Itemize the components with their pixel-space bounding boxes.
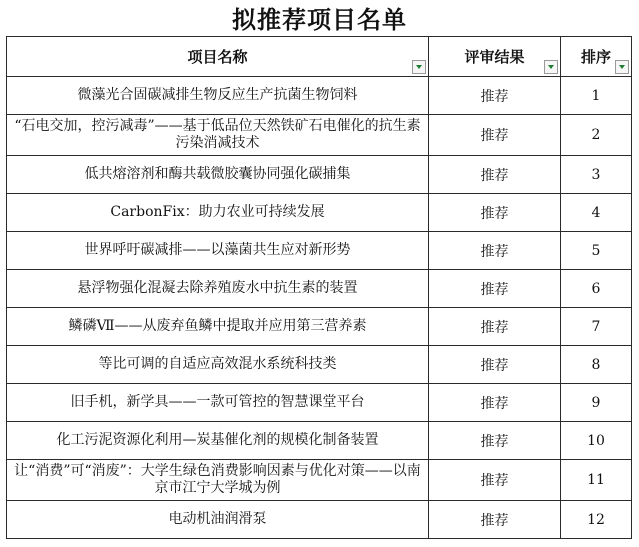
table-row (7, 77, 632, 115)
result-cell: 推荐 (429, 460, 561, 501)
column-header-rank-label: 排序 (580, 48, 611, 66)
table-row (7, 270, 632, 308)
project-name-cell: 等比可调的自适应高效混水系统科技类 (7, 346, 429, 384)
rank-cell: 4 (561, 194, 632, 232)
table-row (7, 346, 632, 384)
column-header-rank (561, 37, 632, 77)
project-name-cell: 悬浮物强化混凝去除养殖废水中抗生素的装置 (7, 270, 429, 308)
project-name-cell: 让“消费”可“消废”：大学生绿色消费影响因素与优化对策——以南京市江宁大学城为例 (7, 460, 429, 501)
result-cell: 推荐 (429, 384, 561, 422)
page-title: 拟推荐项目名单 (232, 5, 407, 34)
project-name-cell: 化工污泥资源化利用—炭基催化剂的规模化制备装置 (7, 422, 429, 460)
rank-cell: 3 (561, 156, 632, 194)
table-row (7, 156, 632, 194)
project-name-cell: 鳞磷Ⅶ——从废弃鱼鳞中提取并应用第三营养素 (7, 308, 429, 346)
result-cell: 推荐 (429, 501, 561, 539)
filter-dropdown-icon[interactable] (544, 60, 558, 74)
result-cell: 推荐 (429, 308, 561, 346)
rank-cell: 9 (561, 384, 632, 422)
project-name-cell: 低共熔溶剂和酶共载微胶囊协同强化碳捕集 (7, 156, 429, 194)
table-row (7, 384, 632, 422)
project-name-cell: 电动机油润滑泵 (7, 501, 429, 539)
project-name-cell: 微藻光合固碳减排生物反应生产抗菌生物饲料 (7, 77, 429, 115)
column-header-result (429, 37, 561, 77)
column-header-name-label: 项目名称 (187, 48, 248, 66)
result-cell: 推荐 (429, 346, 561, 384)
rank-cell: 10 (561, 422, 632, 460)
result-cell: 推荐 (429, 422, 561, 460)
project-name-cell: CarbonFix：助力农业可持续发展 (7, 194, 429, 232)
table-header-row (7, 37, 632, 77)
rank-cell: 8 (561, 346, 632, 384)
project-name-cell: 旧手机，新学具——一款可管控的智慧课堂平台 (7, 384, 429, 422)
table-row (7, 194, 632, 232)
column-header-name (7, 37, 429, 77)
filter-dropdown-icon[interactable] (412, 60, 426, 74)
result-cell: 推荐 (429, 156, 561, 194)
rank-cell: 6 (561, 270, 632, 308)
table-row (7, 422, 632, 460)
rank-cell: 5 (561, 232, 632, 270)
rank-cell: 1 (561, 77, 632, 115)
rank-cell: 11 (561, 460, 632, 501)
result-cell: 推荐 (429, 270, 561, 308)
result-cell: 推荐 (429, 115, 561, 156)
recommendation-table (6, 36, 632, 539)
rank-cell: 12 (561, 501, 632, 539)
rank-cell: 2 (561, 115, 632, 156)
result-cell: 推荐 (429, 194, 561, 232)
column-header-result-label: 评审结果 (464, 48, 525, 66)
table-row (7, 501, 632, 539)
result-cell: 推荐 (429, 232, 561, 270)
project-name-cell: “石电交加，控污减毒”——基于低品位天然铁矿石电催化的抗生素污染消减技术 (7, 115, 429, 156)
result-cell: 推荐 (429, 77, 561, 115)
rank-cell: 7 (561, 308, 632, 346)
project-name-cell: 世界呼吁碳减排——以藻菌共生应对新形势 (7, 232, 429, 270)
filter-dropdown-icon[interactable] (615, 60, 629, 74)
table-row (7, 308, 632, 346)
table-row (7, 232, 632, 270)
table-row (7, 115, 632, 156)
table-row (7, 460, 632, 501)
